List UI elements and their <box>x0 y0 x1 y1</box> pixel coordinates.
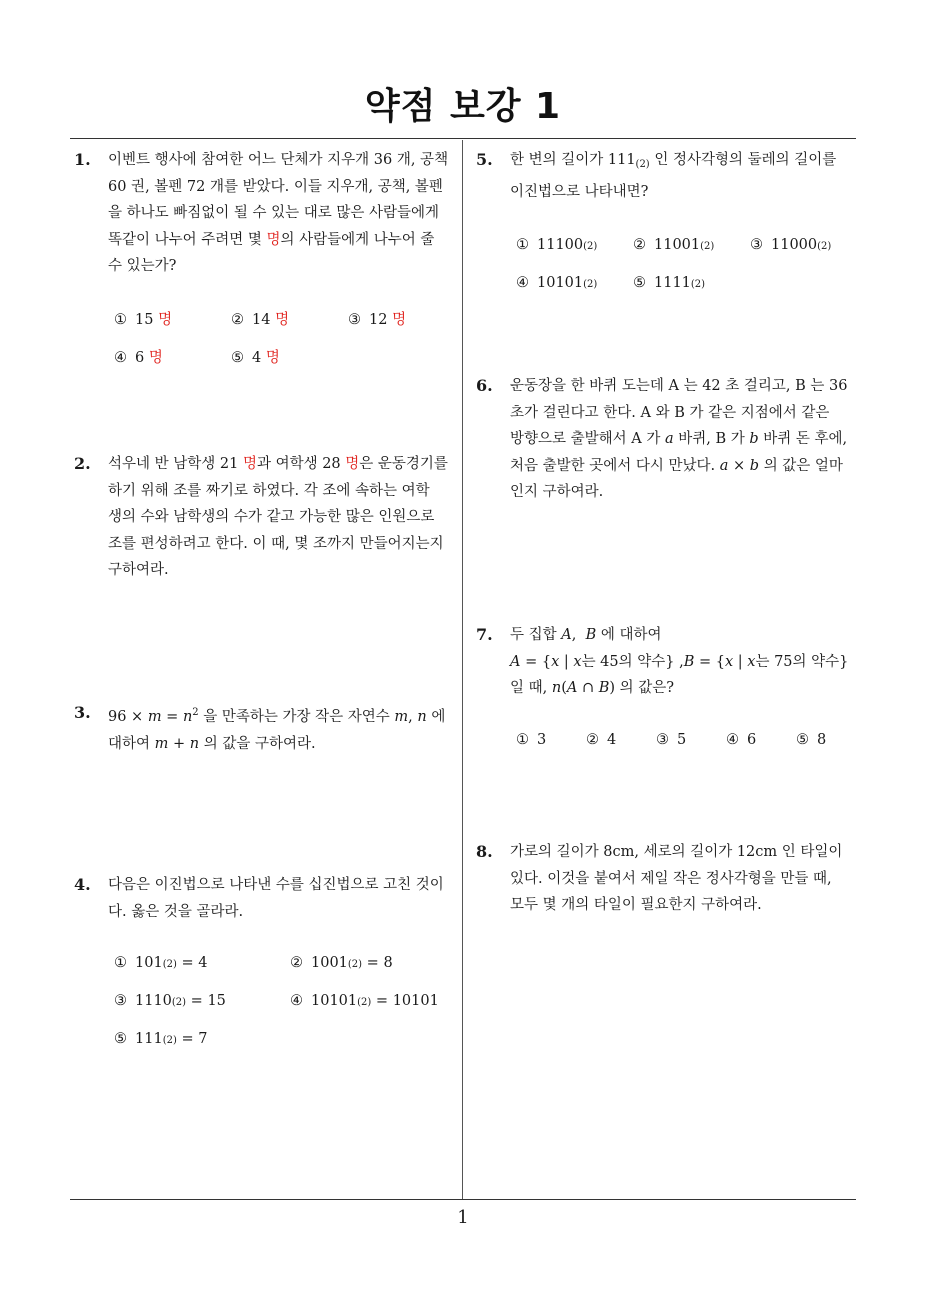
choice-mark: ⑤ <box>633 274 646 291</box>
text-line: 한 변의 길이가 $111_{(2)}$ 인 정사각형의 둘레의 길이를 <box>510 152 837 170</box>
choice-mark: ② <box>290 954 303 971</box>
problem-number: 4. <box>74 875 91 894</box>
choice-1[interactable]: ① 101 (2) = 4 <box>114 950 290 979</box>
problem-number: 2. <box>74 454 91 473</box>
text-segment: 의 값은 얼마 <box>763 457 843 474</box>
text-segment: 한 변의 길이가 111 <box>510 152 636 168</box>
problem-2 <box>74 451 458 584</box>
problem-number: 1. <box>74 150 91 169</box>
set-definition: A = {x | x는 45의 약수} ,B = {x | x는 75의 약수} <box>510 653 849 670</box>
problem-number: 3. <box>74 703 91 722</box>
choice-mark: ③ <box>114 992 127 1009</box>
text-line: 생의 수와 남학생의 수가 같고 가능한 많은 인원으로 <box>108 509 435 525</box>
variable-b: b <box>749 431 759 447</box>
choice-value: 4 <box>198 954 208 971</box>
problem-text <box>108 872 458 925</box>
choice-value: 6 <box>135 350 145 367</box>
text-line: 이진법으로 나타내면? <box>510 183 649 200</box>
choice-mark: ① <box>516 732 529 749</box>
text-line: 조를 편성하려고 한다. 이 때, 몇 조까지 만들어지는지 <box>108 535 444 552</box>
choice-value: 14 <box>252 312 271 329</box>
text-line: 구하여라. <box>108 562 169 578</box>
text-segment: 대하여 <box>108 735 151 752</box>
choice-1[interactable] <box>516 727 586 754</box>
choice-3[interactable] <box>656 727 726 754</box>
choice-value: 7 <box>198 1030 208 1047</box>
choice-mark: ① <box>114 954 127 971</box>
choice-unit: 명 <box>392 312 407 329</box>
variables: m, n <box>394 709 427 725</box>
problem-1 <box>74 147 458 378</box>
problem-text <box>510 622 860 702</box>
text-line: 60 권, 볼펜 72 개를 받았다. 이들 지우개, 공책, 볼펜 <box>108 178 443 195</box>
choice-value: 1001 <box>311 954 348 971</box>
choice-value: 8 <box>817 732 827 749</box>
choice-mark: ② <box>231 312 244 329</box>
problem-8 <box>476 839 860 919</box>
problem-number: 5. <box>476 150 493 169</box>
choice-unit: 명 <box>265 350 280 367</box>
problem-6 <box>476 373 860 506</box>
text-line: 초가 걸린다고 한다. A 와 B 가 같은 지점에서 같은 <box>510 404 830 421</box>
text-line: 가로의 길이가 8cm, 세로의 길이가 12cm 인 타일이 <box>510 844 843 860</box>
choice-mark: ① <box>114 312 127 329</box>
choice-5[interactable]: ⑤ 111 (2) = 7 <box>114 1026 207 1055</box>
text-line: 있다. 이것을 붙여서 제일 작은 정사각형을 만들 때, <box>510 870 832 887</box>
choice-4[interactable]: ④ 10101 (2) = 10101 <box>290 988 439 1017</box>
text-segment: 처음 출발한 곳에서 다시 만났다. <box>510 457 716 474</box>
choice-value: 15 <box>207 992 226 1009</box>
choice-value: 6 <box>747 732 757 749</box>
text-segment: 바퀴, B 가 <box>678 431 745 447</box>
text-line <box>510 453 860 480</box>
text-segment: 방향으로 출발해서 A 가 <box>510 431 661 447</box>
problem-7 <box>476 622 860 760</box>
problem-text <box>510 839 860 919</box>
text-line: 모두 몇 개의 타일이 필요한지 구하여라. <box>510 897 762 913</box>
text-line <box>510 426 860 453</box>
problem-text <box>510 373 860 506</box>
problem-text <box>108 700 458 757</box>
text-line <box>510 675 860 702</box>
problem-3 <box>74 700 458 757</box>
choice-mark: ⑤ <box>114 1030 127 1047</box>
column-divider <box>462 140 463 1200</box>
choice-mark: ① <box>516 236 529 253</box>
choice-3[interactable]: ③ 11000 (2) <box>750 232 831 261</box>
text-line <box>108 451 458 478</box>
choice-mark: ② <box>633 236 646 253</box>
choice-value: 1111 <box>654 274 691 291</box>
page-number: 1 <box>457 1207 469 1228</box>
choice-5[interactable]: ⑤ 1111 (2) <box>633 270 705 299</box>
page-title: 약점 보강 1 <box>364 86 562 127</box>
choice-value: 3 <box>537 732 547 749</box>
problem-text <box>108 147 458 280</box>
choice-mark: ④ <box>516 274 529 291</box>
text-line: 수 있는가? <box>108 258 177 274</box>
equation: $96 \times m = n^2$ <box>108 707 199 725</box>
choice-2[interactable] <box>231 307 348 334</box>
choice-value: 4 <box>607 732 617 749</box>
bottom-rule <box>70 1199 856 1200</box>
text-segment: 의 값은? <box>619 680 675 696</box>
choice-value: 11100 <box>537 236 584 253</box>
choice-value: 4 <box>252 350 262 367</box>
problem-5 <box>476 147 860 303</box>
choice-value: 10101 <box>537 274 584 291</box>
text-line: 이벤트 행사에 참여한 어느 단체가 지우개 36 개, 공책 <box>108 152 449 168</box>
choices <box>114 945 458 1059</box>
choice-mark: ② <box>586 732 599 749</box>
choices <box>516 722 860 760</box>
text-segment: 똑같이 나누어 주려면 몇 <box>108 231 267 248</box>
choice-4[interactable] <box>114 345 231 372</box>
expression: a × b <box>719 457 760 474</box>
choice-value: 8 <box>383 954 393 971</box>
choice-mark: ④ <box>114 350 127 367</box>
choice-2[interactable]: ② 1001 (2) = 8 <box>290 950 393 979</box>
choice-value: 12 <box>369 312 388 329</box>
choice-mark: ④ <box>290 992 303 1009</box>
text-segment: 의 사람들에게 나누어 줄 <box>280 231 435 248</box>
text-segment: 석우네 반 남학생 21 <box>108 456 243 472</box>
text-line: 다. 옳은 것을 골라라. <box>108 903 244 920</box>
choice-1[interactable]: ① 11100 (2) <box>516 232 633 261</box>
choices <box>114 302 458 378</box>
choice-value: 10101 <box>311 992 358 1009</box>
problem-text <box>510 147 860 205</box>
text-line: 두 집합 A, B 에 대하여 <box>510 627 662 643</box>
choice-3[interactable] <box>348 307 406 334</box>
choice-3[interactable]: ③ 1110 (2) = 15 <box>114 988 290 1017</box>
choice-value: 101 <box>135 954 163 971</box>
top-rule <box>70 138 856 139</box>
text-segment: 인 정사각형의 둘레의 길이를 <box>654 152 837 168</box>
choice-value: 5 <box>677 732 687 749</box>
text-segment: 일 때, <box>510 680 548 696</box>
text-line: 다음은 이진법으로 나타낸 수를 십진법으로 고친 것이 <box>108 877 444 893</box>
variable-a: a <box>664 431 674 447</box>
choice-4[interactable]: ④ 10101 (2) <box>516 270 633 299</box>
choice-mark: ⑤ <box>231 350 244 367</box>
choice-5[interactable] <box>231 345 280 372</box>
choice-mark: ③ <box>348 312 361 329</box>
text-segment: 과 여학생 28 <box>256 456 346 472</box>
choice-2[interactable] <box>586 727 656 754</box>
problem-number: 6. <box>476 376 493 395</box>
text-segment: 에 <box>431 709 446 725</box>
expression: n(A ∩ B) <box>551 680 616 696</box>
choices <box>516 227 860 303</box>
text-segment: 을 만족하는 가장 작은 자연수 <box>203 709 390 725</box>
highlight-unit: 명 <box>242 456 257 472</box>
choice-5[interactable] <box>796 727 826 754</box>
text-line: 하기 위해 조를 짜기로 하였다. 각 조에 속하는 여학 <box>108 482 430 499</box>
set-condition: 는 75의 약수 <box>755 653 840 670</box>
problem-number: 8. <box>476 842 493 861</box>
choice-value: 11001 <box>654 236 701 253</box>
text-line: 을 하나도 빠짐없이 될 수 있는 대로 많은 사람들에게 <box>108 205 440 221</box>
choice-1[interactable] <box>114 307 231 334</box>
choice-2[interactable]: ② 11001 (2) <box>633 232 750 261</box>
expression: m + n <box>154 735 200 752</box>
choice-value: 15 <box>135 312 154 329</box>
problem-number: 7. <box>476 625 493 644</box>
text-line: 인지 구하여라. <box>510 484 604 500</box>
choice-mark: ④ <box>726 732 739 749</box>
problem-4 <box>74 872 458 1059</box>
text-line <box>108 700 458 731</box>
choice-unit: 명 <box>158 312 173 329</box>
choice-value: 10101 <box>392 992 439 1009</box>
text-segment: 바퀴 돈 후에, <box>763 431 848 447</box>
choice-mark: ⑤ <box>796 732 809 749</box>
choice-unit: 명 <box>275 312 290 329</box>
text-segment: 은 운동경기를 <box>359 456 448 472</box>
highlight-unit: 명 <box>345 456 360 472</box>
choice-mark: ③ <box>750 236 763 253</box>
choice-mark: ③ <box>656 732 669 749</box>
text-line <box>108 731 458 758</box>
text-segment: 두 집합 <box>510 627 557 643</box>
text-line <box>108 227 458 254</box>
choice-unit: 명 <box>148 350 163 367</box>
choice-4[interactable] <box>726 727 796 754</box>
highlight-unit: 명 <box>266 231 281 248</box>
text-line: 운동장을 한 바퀴 도는데 A 는 42 초 걸리고, B 는 36 <box>510 378 848 394</box>
choice-value: 1110 <box>135 992 172 1009</box>
text-segment: 에 대하여 <box>600 627 662 643</box>
text-segment: 의 값을 구하여라. <box>203 735 316 752</box>
problem-text <box>108 451 458 584</box>
choice-value: 11000 <box>771 236 818 253</box>
choice-value: 111 <box>135 1030 163 1047</box>
set-condition: 는 45의 약수 <box>581 653 666 670</box>
